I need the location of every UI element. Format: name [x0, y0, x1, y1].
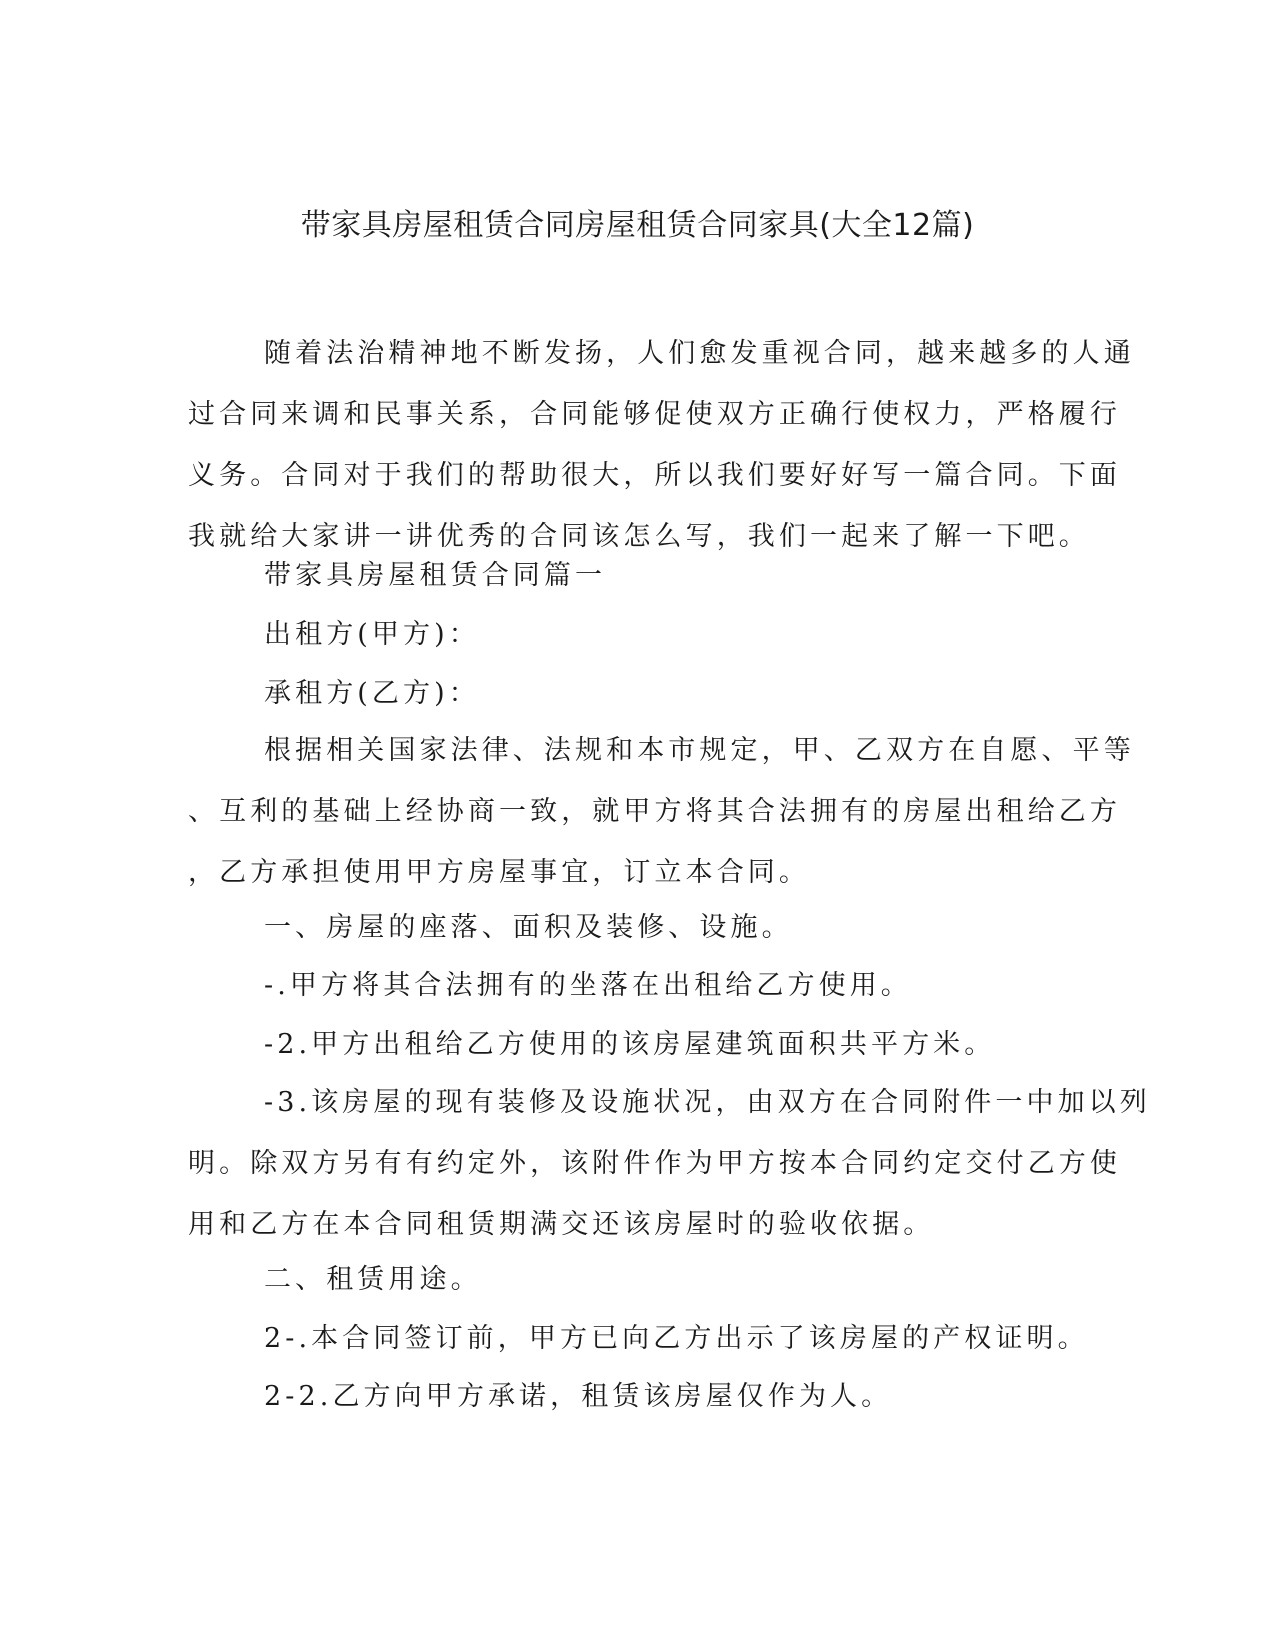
paragraph-line: 根据相关国家法律、法规和本市规定，甲、乙双方在自愿、平等	[264, 735, 1135, 766]
lessor-line	[188, 604, 1083, 665]
paragraph-line: 二、租赁用途。	[264, 1264, 482, 1295]
section-heading	[188, 545, 1083, 606]
lessee-line	[188, 663, 1083, 724]
paragraph-line: 一、房屋的座落、面积及装修、设施。	[264, 912, 793, 943]
intro-paragraph	[188, 323, 1135, 567]
clause-2-1	[188, 1308, 1089, 1369]
paragraph-line: -2.甲方出租给乙方使用的该房屋建筑面积共平方米。	[264, 1029, 996, 1060]
clause-1-3	[188, 1072, 1151, 1255]
document-title: 带家具房屋租赁合同房屋租赁合同家具(大全12篇)	[300, 208, 975, 243]
preamble-paragraph	[188, 720, 1135, 903]
paragraph-line: 用和乙方在本合同租赁期满交还该房屋时的验收依据。	[188, 1209, 935, 1240]
paragraph-line: ，乙方承担使用甲方房屋事宜，订立本合同。	[188, 857, 810, 888]
paragraph-line: 2-.本合同签订前，甲方已向乙方出示了该房屋的产权证明。	[264, 1323, 1089, 1354]
paragraph-line: 过合同来调和民事关系，合同能够促使双方正确行使权力，严格履行	[188, 399, 1121, 430]
paragraph-line: 承租方(乙方)：	[264, 678, 480, 709]
clause-2-2	[188, 1366, 1083, 1427]
paragraph-line: 义务。合同对于我们的帮助很大，所以我们要好好写一篇合同。下面	[188, 460, 1121, 491]
clause-1-1	[188, 955, 1083, 1016]
paragraph-line: 我就给大家讲一讲优秀的合同该怎么写，我们一起来了解一下吧。	[188, 521, 1090, 552]
paragraph-line: -.甲方将其合法拥有的坐落在出租给乙方使用。	[264, 970, 912, 1001]
clause-1-2	[188, 1014, 1083, 1075]
paragraph-line: 明。除双方另有有约定外，该附件作为甲方按本合同约定交付乙方使	[188, 1148, 1121, 1179]
clause-heading-2	[188, 1249, 1083, 1310]
paragraph-line: 、互利的基础上经协商一致，就甲方将其合法拥有的房屋出租给乙方	[188, 796, 1121, 827]
paragraph-line: 出租方(甲方)：	[264, 619, 480, 650]
paragraph-line: 2-2.乙方向甲方承诺，租赁该房屋仅作为人。	[264, 1381, 893, 1412]
clause-heading-1	[188, 897, 1083, 958]
paragraph-line: 带家具房屋租赁合同篇一	[264, 560, 607, 591]
paragraph-line: -3.该房屋的现有装修及设施状况，由双方在合同附件一中加以列	[264, 1087, 1151, 1118]
paragraph-line: 随着法治精神地不断发扬，人们愈发重视合同，越来越多的人通	[264, 338, 1135, 369]
